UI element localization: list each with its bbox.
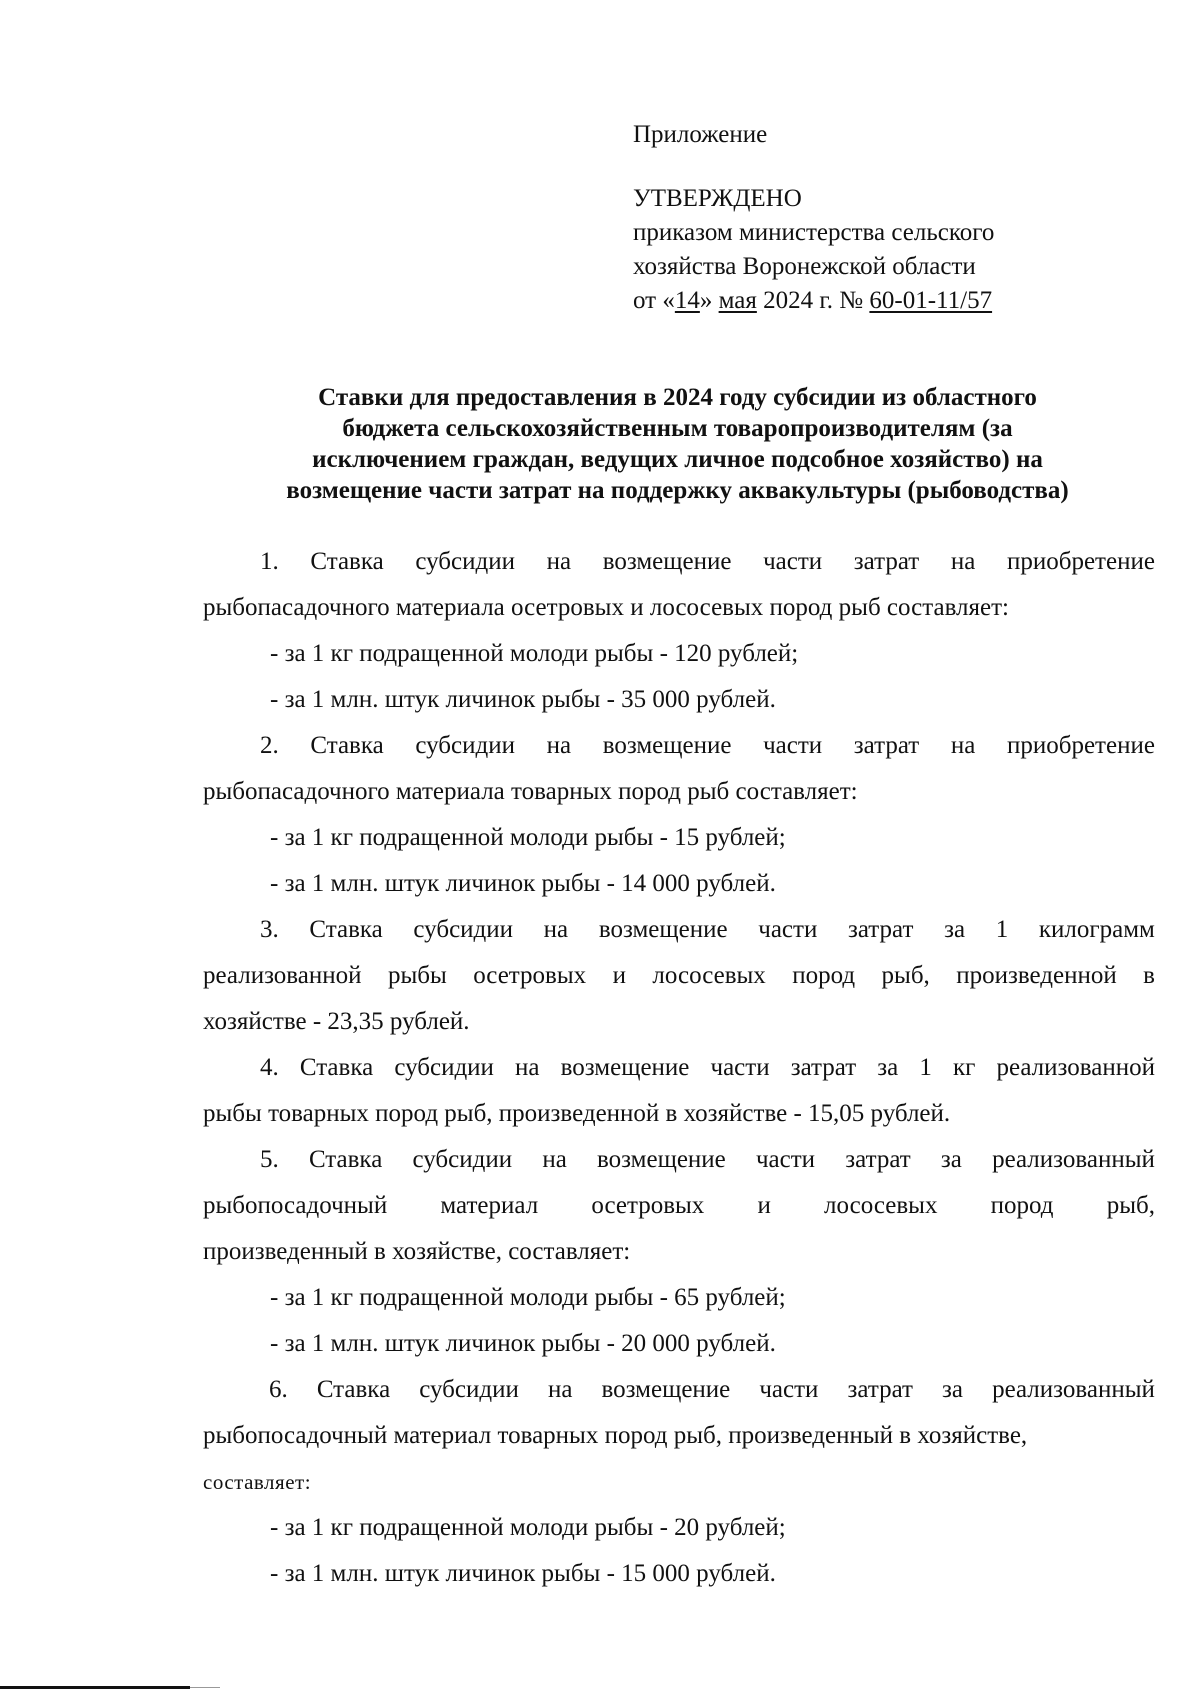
word: затрат: [845, 1146, 911, 1173]
word: реализованной: [203, 962, 362, 989]
approval-block: [633, 118, 994, 318]
word: осетровых: [473, 962, 587, 989]
word: на: [543, 916, 569, 943]
word: на: [950, 732, 976, 759]
date-mid-2: 2024 г. №: [756, 287, 870, 314]
word: возмещение: [602, 732, 732, 759]
word: возмещение: [560, 1054, 690, 1081]
word: части: [710, 1054, 770, 1081]
date-day: 14: [674, 287, 700, 314]
word: субсидии: [419, 1376, 519, 1403]
word: рыбы: [387, 962, 447, 989]
word: 1.: [260, 548, 279, 575]
item-5-line-2: [203, 1189, 1155, 1223]
word: на: [546, 548, 572, 575]
item-6-line-2: рыбопосадочный материал товарных пород рыб, произведенный в хозяйстве,: [203, 1422, 1028, 1449]
item-6-line-1: [203, 1373, 1155, 1407]
word: и: [757, 1192, 771, 1219]
footer-rule: [0, 1686, 190, 1689]
item-5-line-3: произведенный в хозяйстве, составляет:: [203, 1238, 631, 1265]
document-title: [200, 382, 1155, 506]
item-4-line-2: рыбы товарных пород рыб, произведенной в хозяйстве - 15,05 рублей.: [203, 1100, 951, 1127]
title-line-3: исключением граждан, ведущих личное подсобное хозяйство) на: [312, 446, 1043, 473]
word: части: [755, 1146, 816, 1173]
word: килограмм: [1038, 916, 1155, 943]
word: осетровых: [591, 1192, 705, 1219]
approved-label: УТВЕРЖДЕНО: [633, 185, 802, 212]
word: рыб,: [1106, 1192, 1155, 1219]
word: возмещение: [601, 1376, 731, 1403]
date-mid-1: »: [699, 287, 719, 314]
word: приобретение: [1006, 732, 1155, 759]
annex-label: Приложение: [633, 121, 768, 148]
word: за: [940, 1146, 962, 1173]
word: лососевых: [652, 962, 766, 989]
word: реализованный: [992, 1376, 1155, 1403]
item-2-rate-a: - за 1 кг подращенной молоди рыбы - 15 рублей;: [270, 824, 786, 851]
word: 5.: [260, 1146, 279, 1173]
word: материал: [440, 1192, 539, 1219]
word: затрат: [853, 548, 920, 575]
word: 2.: [260, 732, 279, 759]
item-5-line-1: [203, 1143, 1155, 1177]
word: части: [763, 548, 823, 575]
word: Ставка: [310, 548, 384, 575]
word: 3.: [260, 916, 279, 943]
word: реализованный: [992, 1146, 1155, 1173]
footer-rule-faint: [190, 1687, 220, 1688]
word: рыбопосадочный: [203, 1192, 388, 1219]
word: 1: [919, 1054, 932, 1081]
item-5-rate-a: - за 1 кг подращенной молоди рыбы - 65 рублей;: [270, 1284, 786, 1311]
word: Ставка: [309, 916, 383, 943]
word: Ставка: [299, 1054, 374, 1081]
item-2-line-2: рыбопасадочного материала товарных пород рыб составляет:: [203, 778, 858, 805]
word: 4.: [260, 1054, 279, 1081]
word: Ставка: [310, 732, 384, 759]
word: 6.: [269, 1376, 288, 1403]
word: кг: [952, 1054, 976, 1081]
word: части: [758, 916, 818, 943]
date-month: мая: [718, 287, 757, 314]
word: затрат: [847, 916, 914, 943]
word: 1: [995, 916, 1009, 943]
word: рыб,: [881, 962, 930, 989]
word: произведенной: [956, 962, 1117, 989]
word: возмещение: [598, 916, 728, 943]
item-1-line-2: рыбопасадочного материала осетровых и лососевых пород рыб составляет:: [203, 594, 1009, 621]
item-4-line-1: [203, 1051, 1155, 1085]
word: за: [877, 1054, 899, 1081]
order-line-2: хозяйства Воронежской области: [633, 253, 976, 280]
word: лососевых: [824, 1192, 938, 1219]
item-2-rate-b: - за 1 млн. штук личинок рыбы - 14 000 рублей.: [270, 870, 776, 897]
word: приобретение: [1006, 548, 1155, 575]
word: на: [515, 1054, 540, 1081]
order-line-1: приказом министерства сельского: [633, 219, 995, 246]
date-prefix: от «: [633, 287, 675, 314]
word: на: [546, 732, 572, 759]
item-6-line-3: составляет:: [203, 1470, 312, 1494]
item-1-rate-a: - за 1 кг подращенной молоди рыбы - 120 рублей;: [270, 640, 799, 667]
item-1-rate-b: - за 1 млн. штук личинок рыбы - 35 000 рублей.: [270, 686, 776, 713]
word: на: [950, 548, 976, 575]
word: субсидии: [415, 548, 515, 575]
word: субсидии: [415, 732, 515, 759]
title-line-1: Ставки для предоставления в 2024 году субсидии из областного: [318, 384, 1037, 411]
word: части: [763, 732, 823, 759]
order-date-line: [633, 284, 994, 318]
title-line-2: бюджета сельскохозяйственным товаропроизводителям (за: [342, 415, 1013, 442]
word: субсидии: [413, 916, 514, 943]
word: в: [1143, 962, 1155, 989]
word: за: [942, 1376, 964, 1403]
item-3-line-2: [203, 959, 1155, 993]
word: и: [612, 962, 626, 989]
word: за: [944, 916, 966, 943]
word: возмещение: [602, 548, 732, 575]
item-3-line-3: хозяйстве - 23,35 рублей.: [203, 1008, 470, 1035]
word: Ставка: [308, 1146, 383, 1173]
word: на: [547, 1376, 573, 1403]
word: затрат: [853, 732, 920, 759]
title-line-4: возмещение части затрат на поддержку аквакультуры (рыбоводства): [286, 477, 1069, 504]
word: субсидии: [394, 1054, 494, 1081]
item-2-line-1: [203, 729, 1155, 763]
document-number: 60-01-11/57: [869, 287, 993, 314]
word: пород: [792, 962, 856, 989]
word: затрат: [847, 1376, 913, 1403]
word: затрат: [790, 1054, 857, 1081]
item-6-rate-a: - за 1 кг подращенной молоди рыбы - 20 рублей;: [270, 1514, 786, 1541]
item-6-rate-b: - за 1 млн. штук личинок рыбы - 15 000 рублей.: [270, 1560, 776, 1587]
word: реализованной: [996, 1054, 1155, 1081]
word: возмещение: [597, 1146, 726, 1173]
word: части: [759, 1376, 819, 1403]
item-1-line-1: [203, 545, 1155, 579]
word: пород: [990, 1192, 1054, 1219]
word: Ставка: [316, 1376, 391, 1403]
item-5-rate-b: - за 1 млн. штук личинок рыбы - 20 000 рублей.: [270, 1330, 776, 1357]
word: субсидии: [412, 1146, 513, 1173]
item-3-line-1: [203, 913, 1155, 947]
word: на: [542, 1146, 567, 1173]
